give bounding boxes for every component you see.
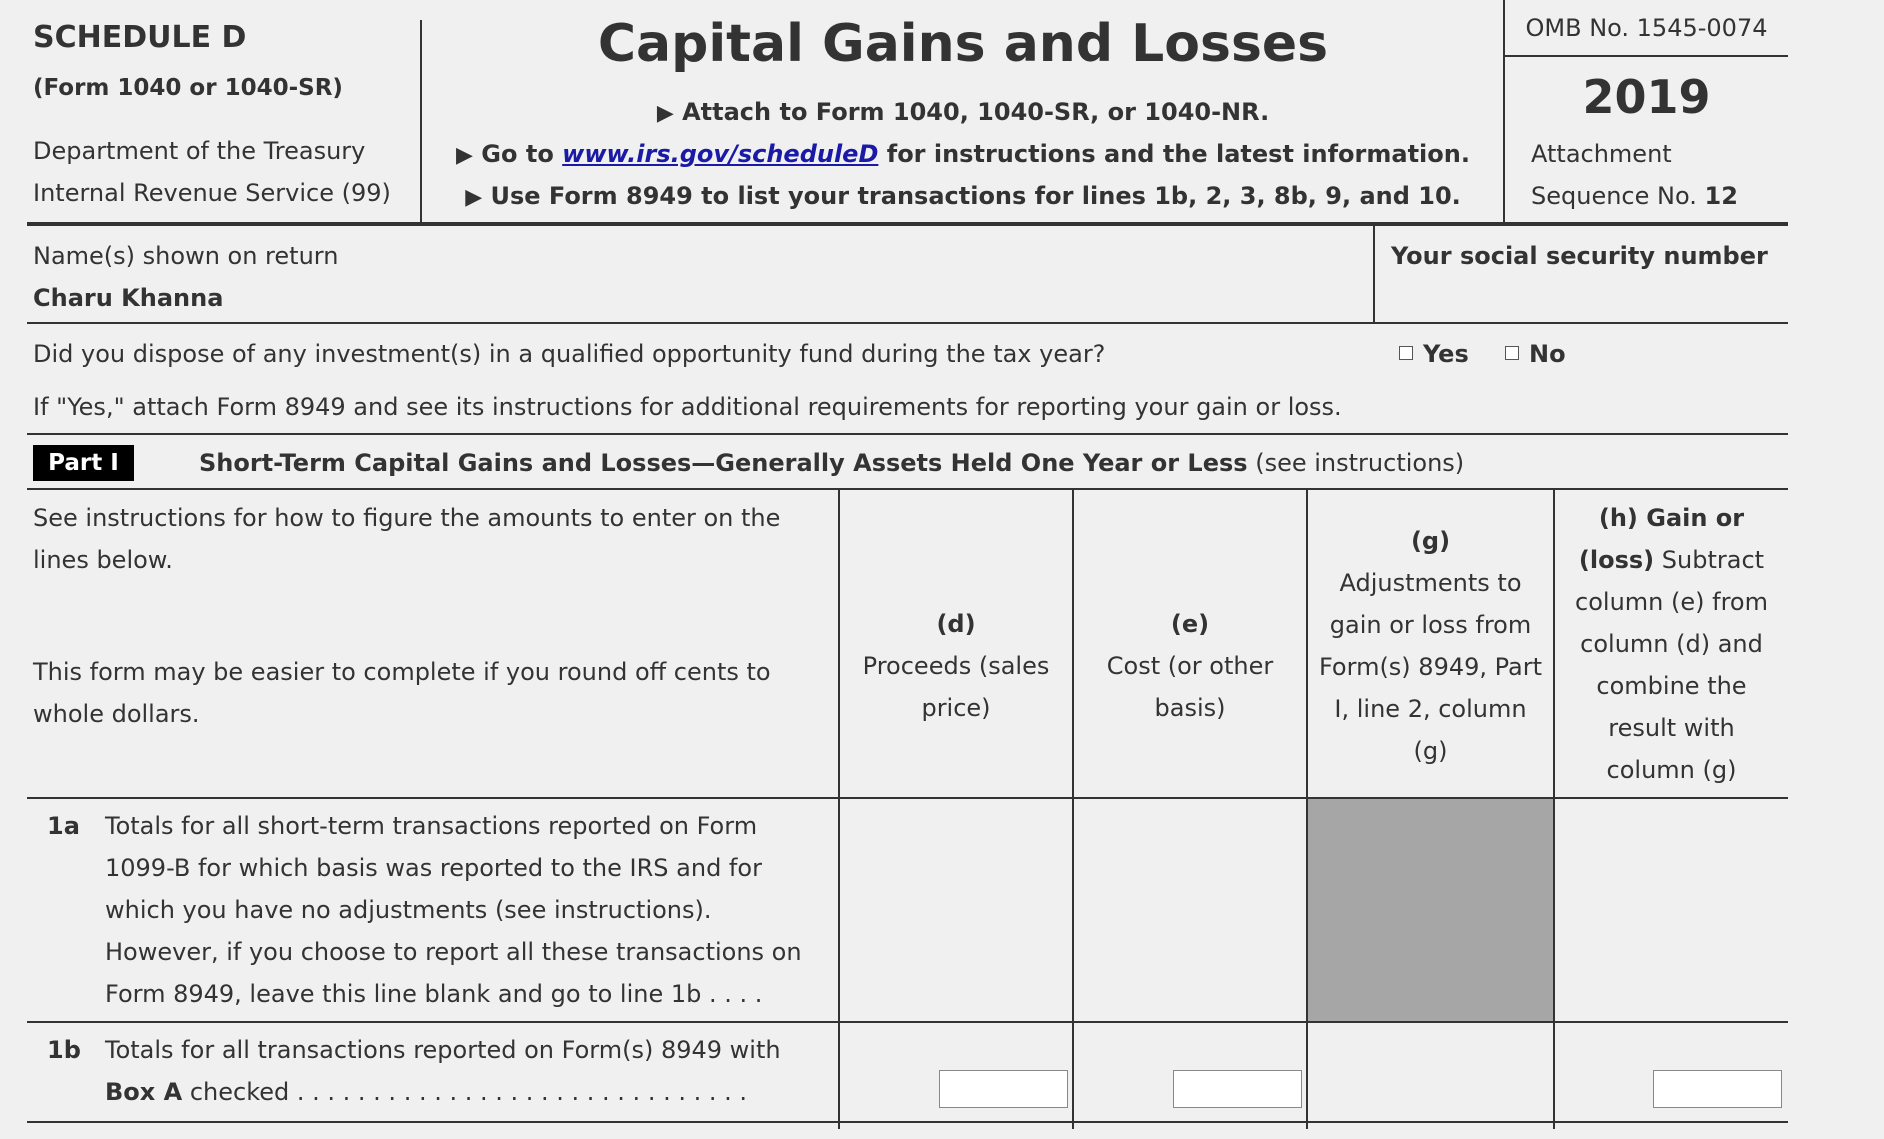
col-g-line1: Adjustments to bbox=[1339, 569, 1522, 597]
col-h-line6: result with bbox=[1608, 714, 1735, 742]
arrow-icon: ▶ bbox=[465, 185, 483, 210]
instruction-goto bbox=[422, 140, 1504, 168]
col-d-line2: price) bbox=[921, 694, 991, 722]
department-label: Department of the Treasury bbox=[33, 137, 366, 165]
line-1a-text-2: 1099-B for which basis was reported to the IRS and for bbox=[105, 854, 762, 882]
col-h-line7: column (g) bbox=[1606, 756, 1737, 784]
col-g-line3: Form(s) 8949, Part bbox=[1318, 653, 1543, 681]
col-h-line2 bbox=[1555, 539, 1788, 581]
sequence-value: 12 bbox=[1704, 182, 1738, 210]
col-d-left-border bbox=[838, 490, 840, 1129]
tax-year: 2019 bbox=[1582, 70, 1711, 124]
sequence-label: Sequence No. bbox=[1531, 182, 1697, 210]
line-1b-text-1: Totals for all transactions reported on Form(s) 8949 with bbox=[105, 1036, 781, 1064]
line-1a-bottom-rule bbox=[27, 1021, 1788, 1023]
arrow-icon: ▶ bbox=[656, 101, 674, 126]
line-1b-cost-input[interactable] bbox=[1173, 1070, 1302, 1108]
qof-question: Did you dispose of any investment(s) in a qualified opportunity fund during the tax year? bbox=[33, 340, 1106, 368]
line-1a-number: 1a bbox=[47, 812, 80, 840]
qof-yes-checkbox[interactable] bbox=[1399, 346, 1413, 360]
intro-instructions bbox=[33, 497, 780, 581]
col-d-code: (d) bbox=[936, 610, 976, 638]
line-1b-description bbox=[105, 1029, 781, 1113]
form-title: Capital Gains and Losses bbox=[597, 14, 1329, 74]
instruction-form8949-text: Use Form 8949 to list your transactions for lines 1b, 2, 3, 8b, 9, and 10. bbox=[490, 182, 1461, 210]
rounding-line-1: This form may be easier to complete if you round off cents to bbox=[33, 658, 771, 686]
ssn-divider bbox=[1373, 226, 1375, 323]
col-h-line4: column (d) and bbox=[1580, 630, 1763, 658]
qof-no-option[interactable] bbox=[1505, 340, 1566, 368]
line-1a-text-4: However, if you choose to report all these transactions on bbox=[105, 938, 802, 966]
instruction-attach bbox=[422, 98, 1504, 126]
line-1b-proceeds-input[interactable] bbox=[939, 1070, 1068, 1108]
line-1b-text-2 bbox=[105, 1071, 781, 1113]
col-g-code: (g) bbox=[1410, 527, 1451, 555]
line-1a-text-5: Form 8949, leave this line blank and go to line 1b . . . . bbox=[105, 980, 763, 1008]
form-label: (Form 1040 or 1040-SR) bbox=[33, 75, 343, 101]
col-g-line5: (g) bbox=[1413, 737, 1448, 765]
col-h-code: (h) Gain or bbox=[1598, 504, 1745, 532]
col-e-line1: Cost (or other bbox=[1106, 652, 1274, 680]
col-d-line1: Proceeds (sales bbox=[862, 652, 1050, 680]
col-d-header bbox=[840, 603, 1072, 729]
part-one-title bbox=[199, 449, 1464, 477]
instruction-attach-text: Attach to Form 1040, 1040-SR, or 1040-NR. bbox=[682, 98, 1270, 126]
line-1b-box-a: Box A bbox=[105, 1078, 183, 1106]
col-e-left-border bbox=[1072, 490, 1074, 1129]
line-1a-text-3: which you have no adjustments (see instructions). bbox=[105, 896, 712, 924]
part-one-title-text: Short-Term Capital Gains and Losses—Generally Assets Held One Year or Less bbox=[199, 449, 1248, 477]
col-e-header bbox=[1074, 603, 1306, 729]
col-g-line4: I, line 2, column bbox=[1334, 695, 1527, 723]
qof-yes-option[interactable] bbox=[1399, 340, 1469, 368]
qof-no-checkbox[interactable] bbox=[1505, 346, 1519, 360]
instruction-goto-pre: Go to bbox=[481, 140, 554, 168]
intro-rounding bbox=[33, 651, 771, 735]
omb-divider bbox=[1503, 55, 1788, 57]
name-label: Name(s) shown on return bbox=[33, 242, 339, 270]
service-label: Internal Revenue Service (99) bbox=[33, 179, 391, 207]
irs-schedule-d-link[interactable]: www.irs.gov/scheduleD bbox=[562, 140, 879, 168]
line-1b-checked: checked . . . . . . . . . . . . . . . . . . . . . . . . . . . . . . bbox=[189, 1078, 747, 1106]
attachment-label: Attachment bbox=[1531, 140, 1672, 168]
col-h-header bbox=[1555, 497, 1788, 791]
header-bottom-rule bbox=[27, 222, 1788, 226]
ssn-label: Your social security number bbox=[1391, 242, 1768, 270]
col-h-line3: column (e) from bbox=[1575, 588, 1768, 616]
line-1a-text-1: Totals for all short-term transactions reported on Form bbox=[105, 812, 758, 840]
schedule-label: SCHEDULE D bbox=[33, 20, 247, 55]
instruction-goto-post: for instructions and the latest information. bbox=[886, 140, 1470, 168]
qof-no-label: No bbox=[1529, 340, 1566, 368]
col-e-code: (e) bbox=[1170, 610, 1210, 638]
line-1b-bottom-rule bbox=[27, 1121, 1788, 1123]
part-one-title-suffix: (see instructions) bbox=[1255, 449, 1465, 477]
line-1b-number: 1b bbox=[47, 1036, 81, 1064]
col-h-line5: combine the bbox=[1596, 672, 1747, 700]
sequence-number bbox=[1531, 182, 1738, 210]
qof-yes-label: Yes bbox=[1423, 340, 1469, 368]
qof-note: If "Yes," attach Form 8949 and see its instructions for additional requirements for reporting your gain or loss. bbox=[33, 393, 1342, 421]
qof-bottom-rule bbox=[27, 433, 1788, 435]
intro-line-1: See instructions for how to figure the amounts to enter on the bbox=[33, 504, 781, 532]
instruction-form8949 bbox=[422, 182, 1504, 210]
col-e-line2: basis) bbox=[1154, 694, 1226, 722]
line-1a-description bbox=[105, 805, 802, 1015]
intro-line-2: lines below. bbox=[33, 546, 173, 574]
col-h-loss: (loss) bbox=[1578, 546, 1655, 574]
rounding-line-2: whole dollars. bbox=[33, 700, 200, 728]
name-row-rule bbox=[27, 322, 1788, 324]
taxpayer-name[interactable]: Charu Khanna bbox=[33, 284, 224, 312]
col-g-header bbox=[1308, 520, 1553, 772]
line-1a-col-g-shaded bbox=[1308, 799, 1553, 1022]
col-h-subtract: Subtract bbox=[1661, 546, 1765, 574]
col-g-line2: gain or loss from bbox=[1329, 611, 1532, 639]
part-one-rule bbox=[27, 488, 1788, 490]
arrow-icon: ▶ bbox=[456, 143, 473, 168]
part-one-badge: Part I bbox=[33, 445, 134, 481]
omb-number: OMB No. 1545-0074 bbox=[1525, 14, 1768, 42]
line-1b-gain-loss-input[interactable] bbox=[1653, 1070, 1782, 1108]
